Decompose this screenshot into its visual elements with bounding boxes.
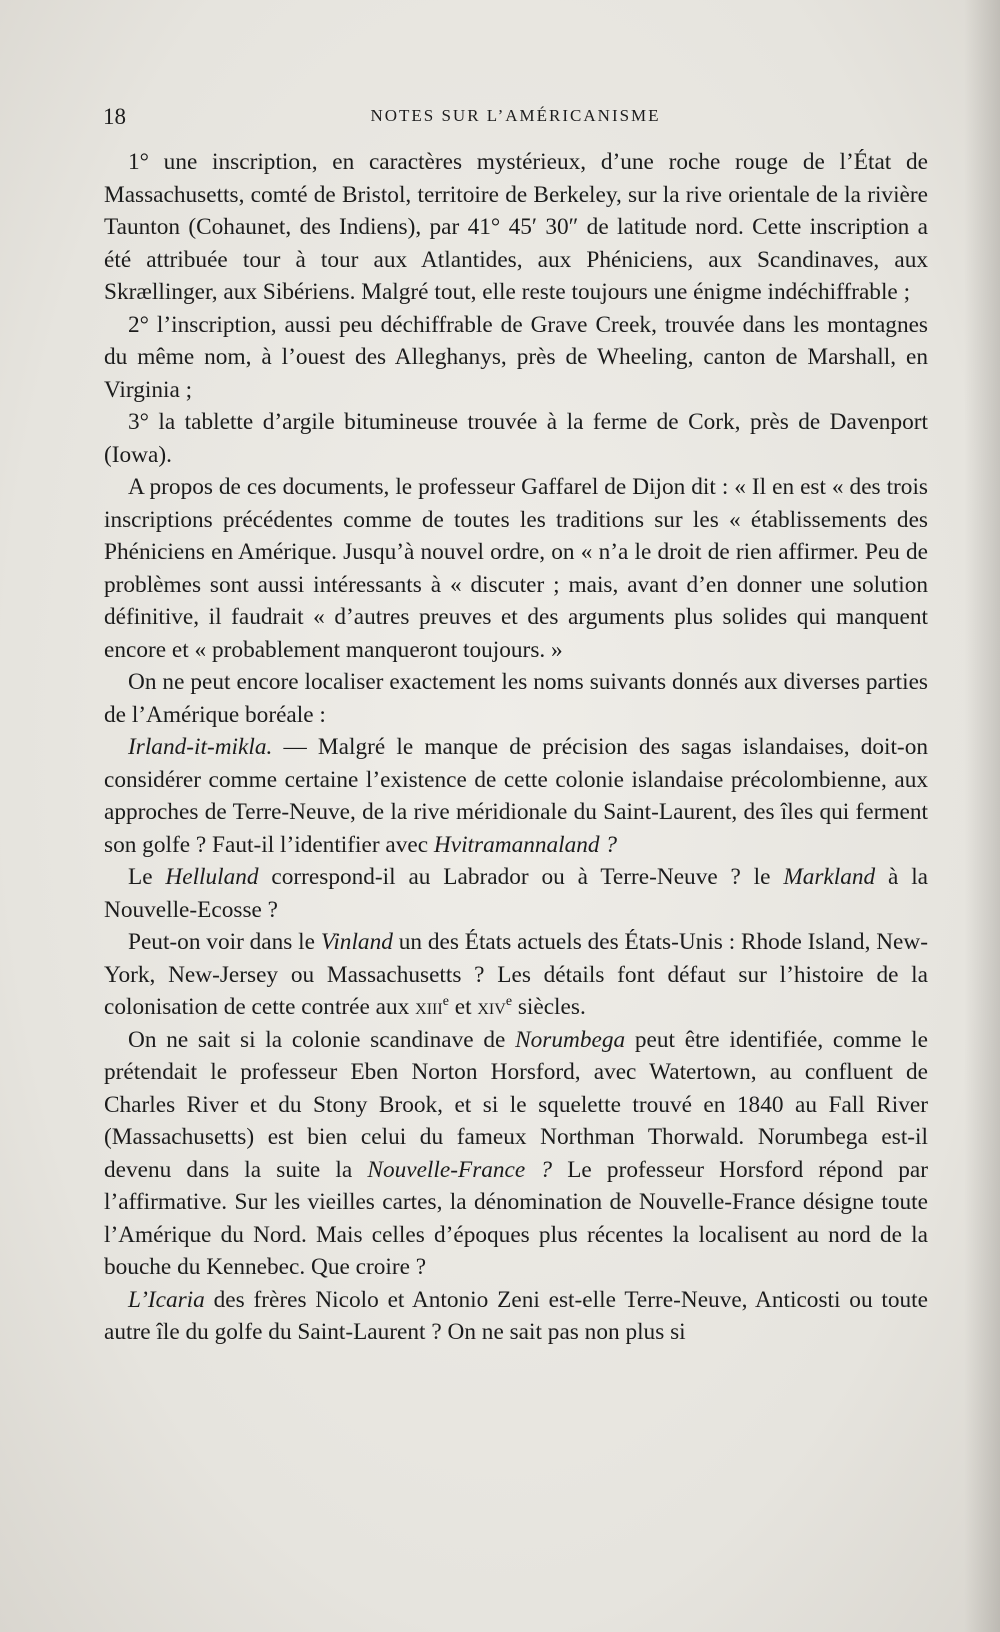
term-vinland: Vinland — [320, 929, 393, 955]
century-13: xiii — [415, 994, 443, 1020]
text-run: Le professeur Horsford répond par l’affirmative. Sur les vieilles cartes, la dénomination de Nouvelle-France désigne toute l’Amérique du Nord. Mais celles d’époques plus récentes la localisent au nord de la bouche du Kennebec. Que croire ? — [104, 1156, 928, 1280]
term-markland: Markland — [783, 864, 876, 890]
paragraph-irland-text: — Malgré le manque de précision des sagas islandaises, doit-on considérer comme certaine l’existence de cette colonie islandaise précolombienne, aux approches de Terre-Neuve, de la rive méridionale du Saint-Laurent, des îles qui ferment son golfe ? Faut-il l’identifier avec — [104, 734, 928, 858]
paragraph-irland — [104, 731, 928, 861]
text-run: à la Nouvelle-Ecosse ? — [104, 864, 929, 923]
term-hvitramannaland: Hvitramannaland ? — [433, 831, 618, 858]
text-run: un des États actuels des États-Unis : Rhode Island, New-York, New-Jersey ou Massachusetts ? Les détails font défaut sur l’histoire de la colonisation de cette contrée aux — [104, 929, 928, 1020]
superscript-e: e — [505, 994, 513, 1010]
text-run: et — [448, 994, 478, 1020]
text-run: On ne sait si la colonie scandinave de — [128, 1026, 516, 1053]
paragraph-helluland — [104, 861, 928, 926]
running-title: NOTES SUR L’AMÉRICANISME — [370, 106, 661, 125]
paragraph-vinland — [104, 926, 928, 1024]
paragraph-item-1: 1° une inscription, en caractères mystérieux, d’une roche rouge de l’État de Massachusetts, comté de Bristol, territoire de Berkeley, sur la rive orientale de la rivière Taunton (Cohaunet, des Indiens), par 41° 45′ 30″ de latitude nord. Cette inscription a été attribuée tour à tour aux Atlantides, aux Phéniciens, aux Scandinaves, aux Skrællinger, aux Sibériens. Malgré tout, elle reste toujours une énigme indéchiffrable ; — [104, 149, 928, 305]
paragraph-quote-gaffarel: A propos de ces documents, le professeur Gaffarel de Dijon dit : « Il en est « des trois inscriptions précédentes comme de toutes les traditions sur les « établissements des Phéniciens en Amérique. Jusqu’à nouvel ordre, on « n’a le droit de rien affirmer. Peu de problèmes sont aussi intéressants à « discuter ; mais, avant d’en donner une solution définitive, il faudrait « d’autres preuves et des arguments plus solides qui manquent encore et « probablement manqueront toujours. » — [104, 474, 928, 663]
text-run: Peut-on voir dans le — [128, 929, 321, 955]
text-run: peut être identifiée, comme le prétendait le professeur Eben Norton Horsford, avec Watertown, au confluent de Charles River et du Stony Brook, et si le squelette trouvé en 1840 au Fall River (Massachusetts) est bien celui du fameux Northman Thorwald. Norumbega est-il devenu dans la suite la — [104, 1026, 928, 1183]
text-run: siècles. — [512, 994, 586, 1020]
term-norumbega: Norumbega — [515, 1026, 626, 1053]
text-run: Le — [128, 864, 166, 890]
page-number: 18 — [103, 104, 126, 129]
paragraph-intro-names: On ne peut encore localiser exactement les noms suivants donnés aux diverses parties de l’Amérique boréale : — [104, 669, 928, 728]
term-irland: Irland-it-mikla. — [128, 734, 273, 760]
paragraph-item-3: 3° la tablette d’argile bitumineuse trouvée à la ferme de Cork, près de Davenport (Iowa). — [104, 409, 928, 468]
body-text — [104, 146, 928, 1349]
superscript-e: e — [442, 994, 449, 1010]
page-edge-shadow — [964, 0, 1000, 1632]
text-run: correspond-il au Labrador ou à Terre-Neuve ? le — [258, 864, 784, 890]
paragraph-item-2: 2° l’inscription, aussi peu déchiffrable de Grave Creek, trouvée dans les montagnes du même nom, à l’ouest des Alleghanys, près de Wheeling, canton de Marshall, en Virginia ; — [104, 311, 928, 403]
page-header — [103, 104, 928, 134]
term-icaria: L’Icaria — [128, 1286, 205, 1313]
century-14: xiv — [477, 994, 506, 1020]
paragraph-norumbega — [104, 1024, 928, 1284]
term-helluland: Helluland — [165, 864, 259, 890]
paragraph-icaria — [104, 1284, 928, 1349]
text-run: des frères Nicolo et Antonio Zeni est-elle Terre-Neuve, Anticosti ou toute autre île du golfe du Saint-Laurent ? On ne sait pas non plus si — [104, 1286, 928, 1345]
term-nouvelle-france: Nouvelle-France ? — [367, 1156, 553, 1183]
